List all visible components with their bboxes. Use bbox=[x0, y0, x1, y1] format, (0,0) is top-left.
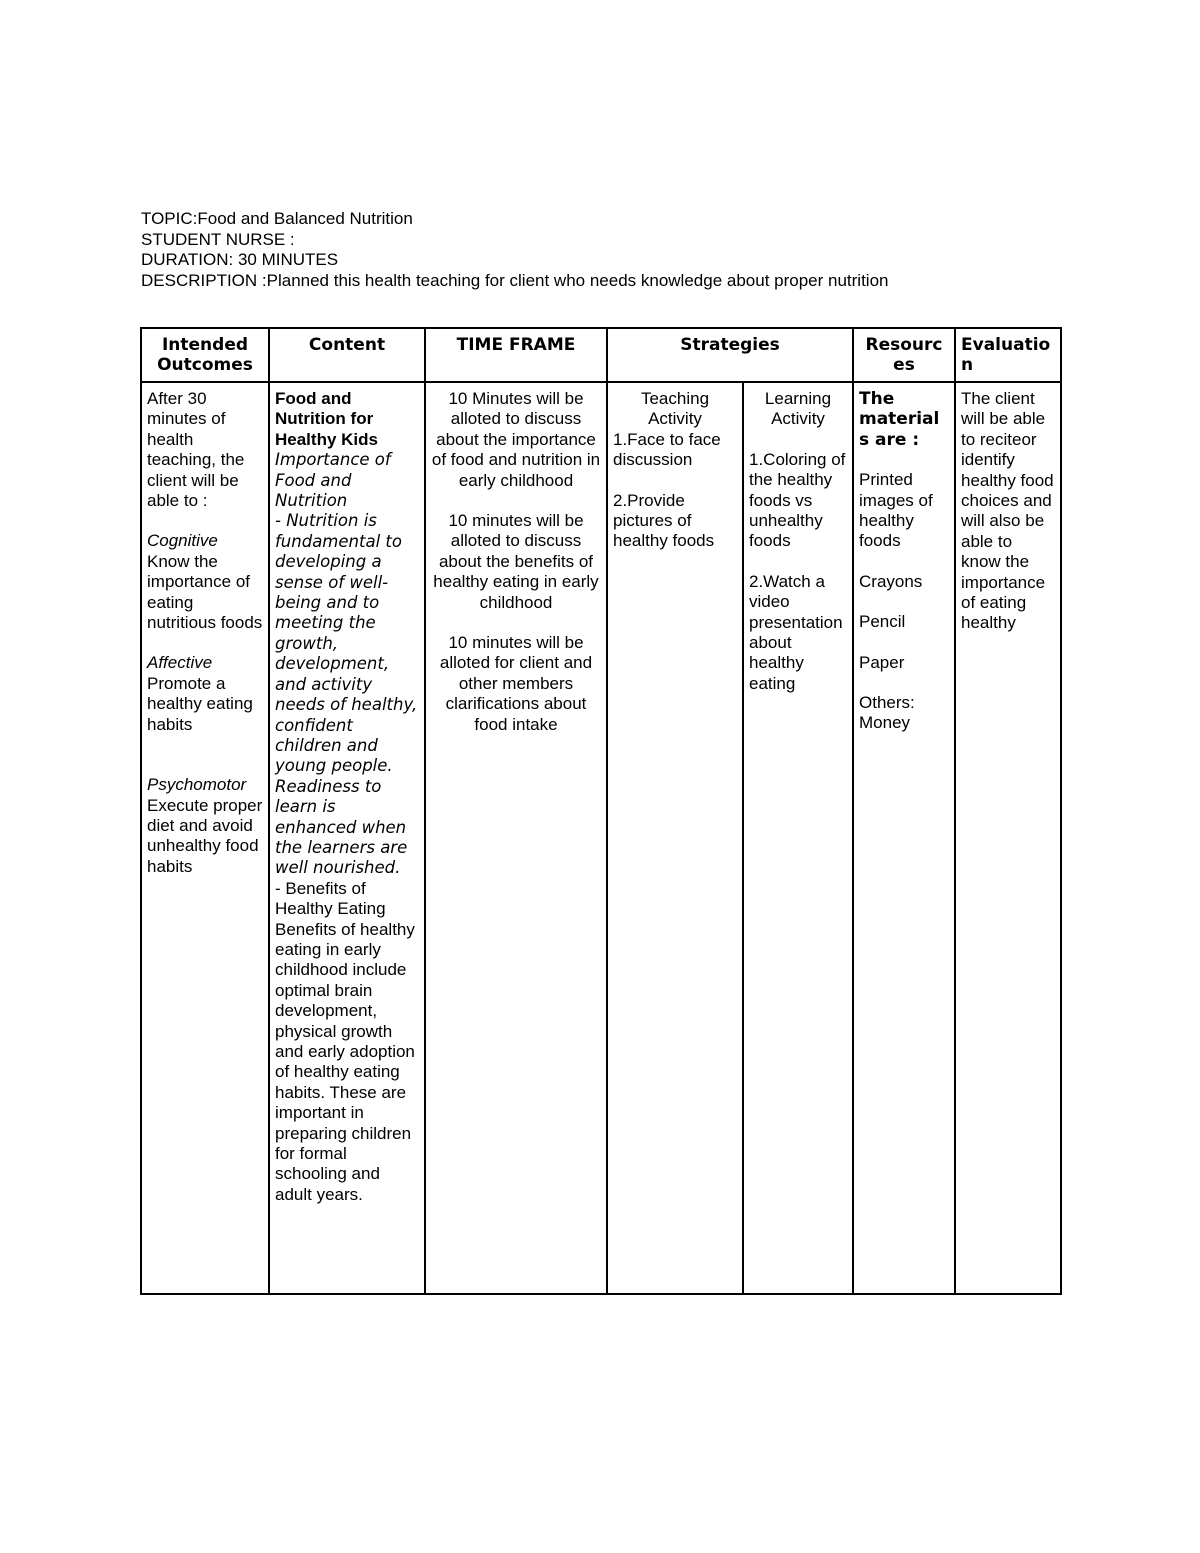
content-benefits-body: Benefits of healthy eating in early childhood include optimal brain development, physical growth and early adoption of healthy eating habits. These are important in preparing children for formal schooling and adult years. bbox=[275, 919, 415, 1204]
time-frame-item-1: 10 Minutes will be alloted to discuss about the importance of food and nutrition in early childhood bbox=[431, 389, 601, 490]
resources-item-5: Others: Money bbox=[859, 693, 915, 733]
table-header-row bbox=[141, 328, 1061, 382]
learning-activity-item-1: 1.Coloring of the healthy foods vs unhealthy foods bbox=[749, 449, 846, 551]
learning-activity-heading: Learning Activity bbox=[764, 389, 832, 429]
cognitive-label: Cognitive bbox=[147, 531, 218, 551]
learning-activity-item-2: 2.Watch a video presentation about healthy eating bbox=[749, 571, 843, 693]
duration-line: DURATION: 30 MINUTES bbox=[141, 250, 339, 269]
description-line: DESCRIPTION :Planned this health teaching for client who needs knowledge about proper nutrition bbox=[141, 270, 889, 290]
affective-label: Affective bbox=[147, 653, 213, 673]
cell-content bbox=[269, 382, 425, 1294]
topic-line: TOPIC:Food and Balanced Nutrition bbox=[141, 209, 413, 228]
cell-intended-outcomes bbox=[141, 382, 269, 1294]
resources-heading: The material s are : bbox=[859, 389, 940, 450]
header-evaluation: Evaluatio n bbox=[955, 328, 1061, 382]
cognitive-text: Know the importance of eating nutritious foods bbox=[147, 551, 263, 633]
content-subtitle: Importance of Food and Nutrition bbox=[275, 450, 391, 511]
header-strategies: Strategies bbox=[607, 328, 853, 382]
header-content: Content bbox=[269, 328, 425, 382]
resources-item-3: Pencil bbox=[859, 612, 906, 632]
outcomes-intro: After 30 minutes of health teaching, the client will be able to : bbox=[147, 389, 245, 511]
student-nurse-line: STUDENT NURSE : bbox=[141, 229, 295, 249]
time-frame-item-2: 10 minutes will be alloted to discuss about the benefits of healthy eating in early childhood bbox=[433, 511, 599, 612]
content-italic-body: - Nutrition is fundamental to developing a sense of well-being and to meeting the growth, development, and activity needs of healthy, confident children and young people. Readiness to learn is enhanced when the learners are well nourished. bbox=[275, 511, 418, 878]
affective-text: Promote a healthy eating habits bbox=[147, 673, 253, 734]
content-title: Food and Nutrition for Healthy Kids bbox=[275, 389, 378, 449]
content-benefits-heading: - Benefits of Healthy Eating bbox=[275, 878, 386, 919]
teaching-activity-item-2: 2.Provide pictures of healthy foods bbox=[613, 490, 715, 551]
resources-item-2: Crayons bbox=[859, 571, 923, 591]
header-resources: Resourc es bbox=[853, 328, 955, 382]
header-time-frame: TIME FRAME bbox=[425, 328, 607, 382]
time-frame-item-3: 10 minutes will be alloted for client and other members clarifications about food intake bbox=[439, 633, 593, 734]
cell-evaluation bbox=[955, 382, 1061, 1294]
psychomotor-label: Psychomotor bbox=[147, 775, 247, 795]
resources-item-1: Printed images of healthy foods bbox=[859, 470, 933, 551]
teaching-activity-heading: Teaching Activity bbox=[640, 389, 710, 429]
teaching-activity-item-1: 1.Face to face discussion bbox=[613, 429, 721, 470]
header-intended-outcomes: Intended Outcomes bbox=[141, 328, 269, 382]
document-header bbox=[141, 209, 889, 291]
cell-learning-activity bbox=[743, 382, 853, 1294]
teaching-plan-table bbox=[140, 327, 1062, 1295]
resources-item-4: Paper bbox=[859, 652, 905, 672]
cell-teaching-activity bbox=[607, 382, 743, 1294]
evaluation-text: The client will be able to reciteor identify healthy food choices and will also be able to know the importance of eating healthy bbox=[961, 389, 1054, 633]
psychomotor-text: Execute proper diet and avoid unhealthy food habits bbox=[147, 795, 263, 876]
cell-resources bbox=[853, 382, 955, 1294]
cell-time-frame bbox=[425, 382, 607, 1294]
table-body-row bbox=[141, 382, 1061, 1294]
